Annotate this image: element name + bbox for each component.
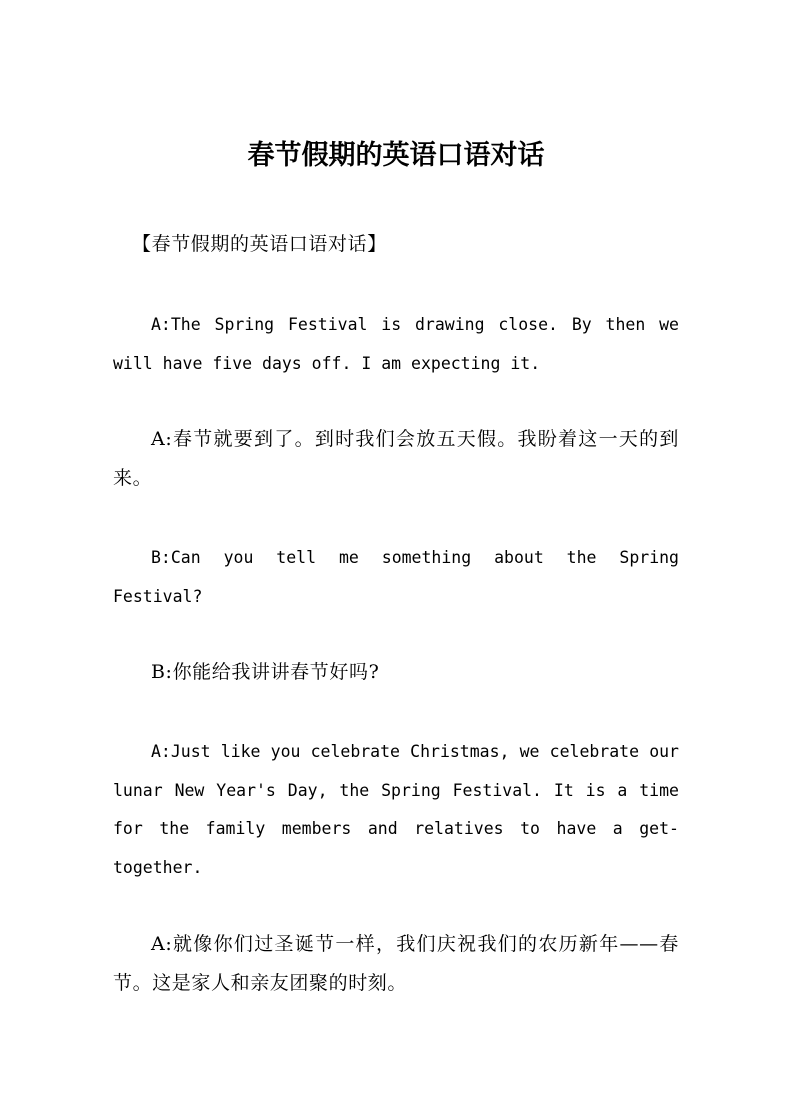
section-heading: 【春节假期的英语口语对话】 bbox=[132, 233, 387, 255]
dialogue-line-english: B:Can you tell me something about the Spring Festival? bbox=[113, 548, 679, 606]
page-title: 春节假期的英语口语对话 bbox=[247, 140, 545, 171]
dialogue-line-chinese: B:你能给我讲讲春节好吗? bbox=[151, 661, 380, 683]
dialogue-line-english: A:The Spring Festival is drawing close. By then we will have five days off. I am expecting it. bbox=[113, 315, 679, 373]
dialogue-line-chinese: A:就像你们过圣诞节一样，我们庆祝我们的农历新年——春节。这是家人和亲友团聚的时刻。 bbox=[113, 933, 679, 994]
dialogue-line-chinese: A:春节就要到了。到时我们会放五天假。我盼着这一天的到来。 bbox=[113, 428, 679, 489]
dialogue-line-english: A:Just like you celebrate Christmas, we celebrate our lunar New Year's Day, the Spring Festival. It is a time for the family members and relatives to have a get-together. bbox=[113, 742, 679, 877]
